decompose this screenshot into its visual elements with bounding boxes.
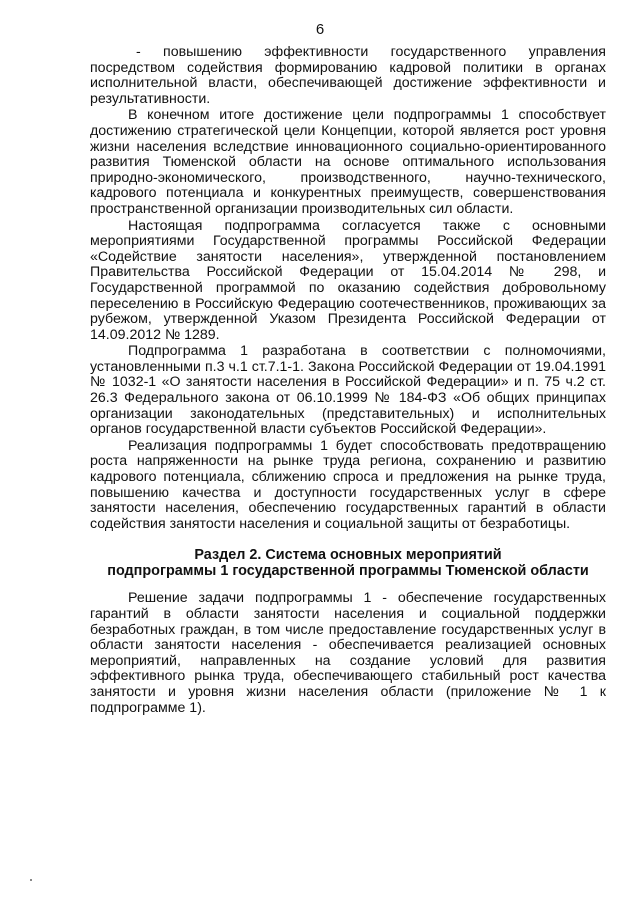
section-heading-line: Раздел 2. Система основных мероприятий — [194, 547, 502, 564]
page-number: 6 — [315, 21, 325, 38]
section-heading-line: подпрограммы 1 государственной программы Тюменской области — [107, 563, 589, 580]
scan-speck — [30, 879, 32, 881]
paragraph: - повышению эффективности государственного управления посредством содействия формированию кадровой политики в органах исполнительной власти, обеспечивающей достижение эффективности и результативности. — [90, 44, 606, 107]
paragraph: Реализация подпрограммы 1 будет способствовать предотвращению роста напряженности на рынке труда региона, сохранению и развитию кадрового потенциала, сближению спроса и предложения на рынке труда, повышению качества и доступности государственных услуг в сфере занятости населения, обеспечению государственных гарантий в области содействия занятости населения и социальной защиты от безработицы. — [90, 437, 606, 532]
document-body — [90, 45, 606, 716]
paragraph: В конечном итоге достижение цели подпрограммы 1 способствует достижению стратегической цели Концепции, которой является рост уровня жизни населения вследствие инновационного социально-ориентированного развития Тюменской области на основе оптимального использования природно-экономического, производственного, научно-технического, кадрового потенциала и конкурентных преимуществ, совершенствования пространственной организации производительных сил области. — [90, 107, 606, 217]
paragraph: Настоящая подпрограмма согласуется также с основными мероприятиями Государственной программы Российской Федерации «Содействие занятости населения», утвержденной постановлением Правительства Российской Федерации от 15.04.2014 № 298, и Государственной программой по оказанию содействия добровольному переселению в Российскую Федерацию соотечественников, проживающих за рубежом, утвержденной Указом Президента Российской Федерации от 14.09.2012 № 1289. — [90, 217, 606, 343]
paragraph: Решение задачи подпрограммы 1 - обеспечение государственных гарантий в области занятости населения и социальной поддержки безработных граждан, в том числе предоставление государственных услуг в области занятости населения - обеспечивается реализацией основных мероприятий, направленных на создание условий для развития эффективного рынка труда, обеспечивающего стабильный рост качества занятости и уровня жизни населения области (приложение № 1 к подпрограмме 1). — [90, 590, 606, 716]
paragraph: Подпрограмма 1 разработана в соответствии с полномочиями, установленными п.3 ч.1 ст.7.1-1. Закона Российской Федерации от 19.04.1991 № 1032-1 «О занятости населения в Российской Федерации» и п. 75 ч.2 ст. 26.3 Федерального закона от 06.10.1999 № 184-ФЗ «Об общих принципах организации законодательных (представительных) и исполнительных органов государственной власти субъектов Российской Федерации». — [90, 343, 606, 438]
section-heading — [90, 547, 606, 579]
